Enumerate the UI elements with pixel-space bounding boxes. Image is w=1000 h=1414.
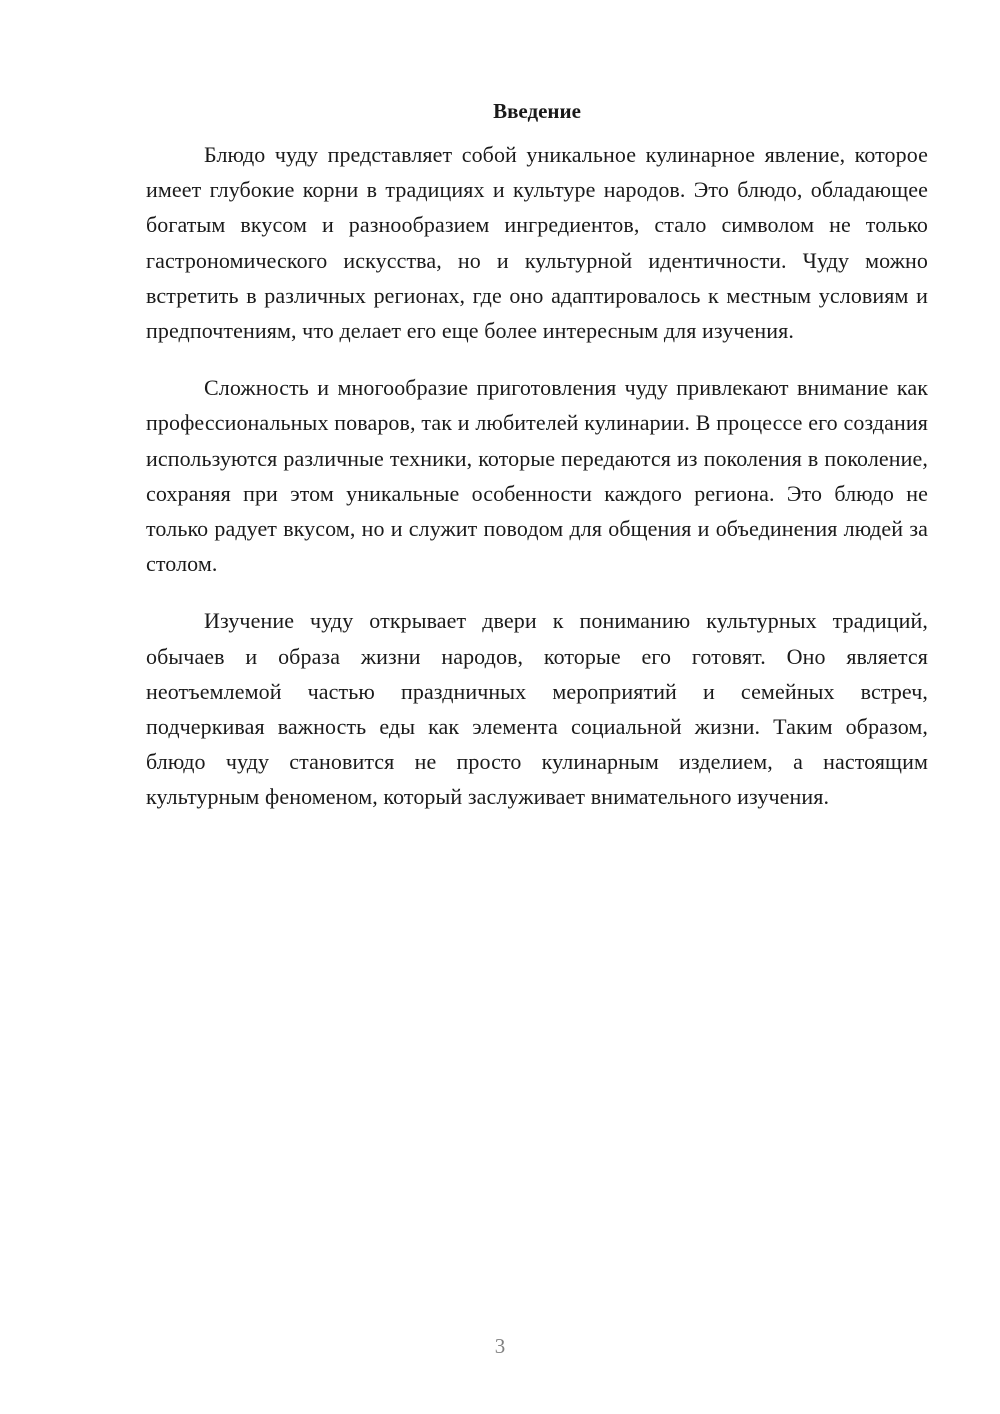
paragraph-3: Изучение чуду открывает двери к пониманию культурных традиций, обычаев и образа жизни народов, которые его готовят. Оно является неотъемлемой частью праздничных мероприятий и семейных встреч, подчеркивая важность еды как элемента социальной жизни. Таким образом, блюдо чуду становится не просто кулинарным изделием, а настоящим культурным феноменом, который заслуживает внимательного изучения. bbox=[146, 608, 928, 810]
paragraph-2: Сложность и многообразие приготовления чуду привлекают внимание как профессиональных поваров, так и любителей кулинарии. В процессе его создания используются различные техники, которые передаются из поколения в поколение, сохраняя при этом уникальные особенности каждого региона. Это блюдо не только радует вкусом, но и служит поводом для общения и объединения людей за столом. bbox=[146, 375, 928, 577]
paragraph-1: Блюдо чуду представляет собой уникальное кулинарное явление, которое имеет глубокие корни в традициях и культуре народов. Это блюдо, обладающее богатым вкусом и разнообразием ингредиентов, стало символом не только гастрономического искусства, но и культурной идентичности. Чуду можно встретить в различных регионах, где оно адаптировалось к местным условиям и предпочтениям, что делает его еще более интересным для изучения. bbox=[146, 142, 928, 344]
document-body bbox=[146, 96, 928, 837]
page-number: 3 bbox=[494, 1334, 506, 1358]
section-heading: Введение bbox=[493, 99, 581, 123]
